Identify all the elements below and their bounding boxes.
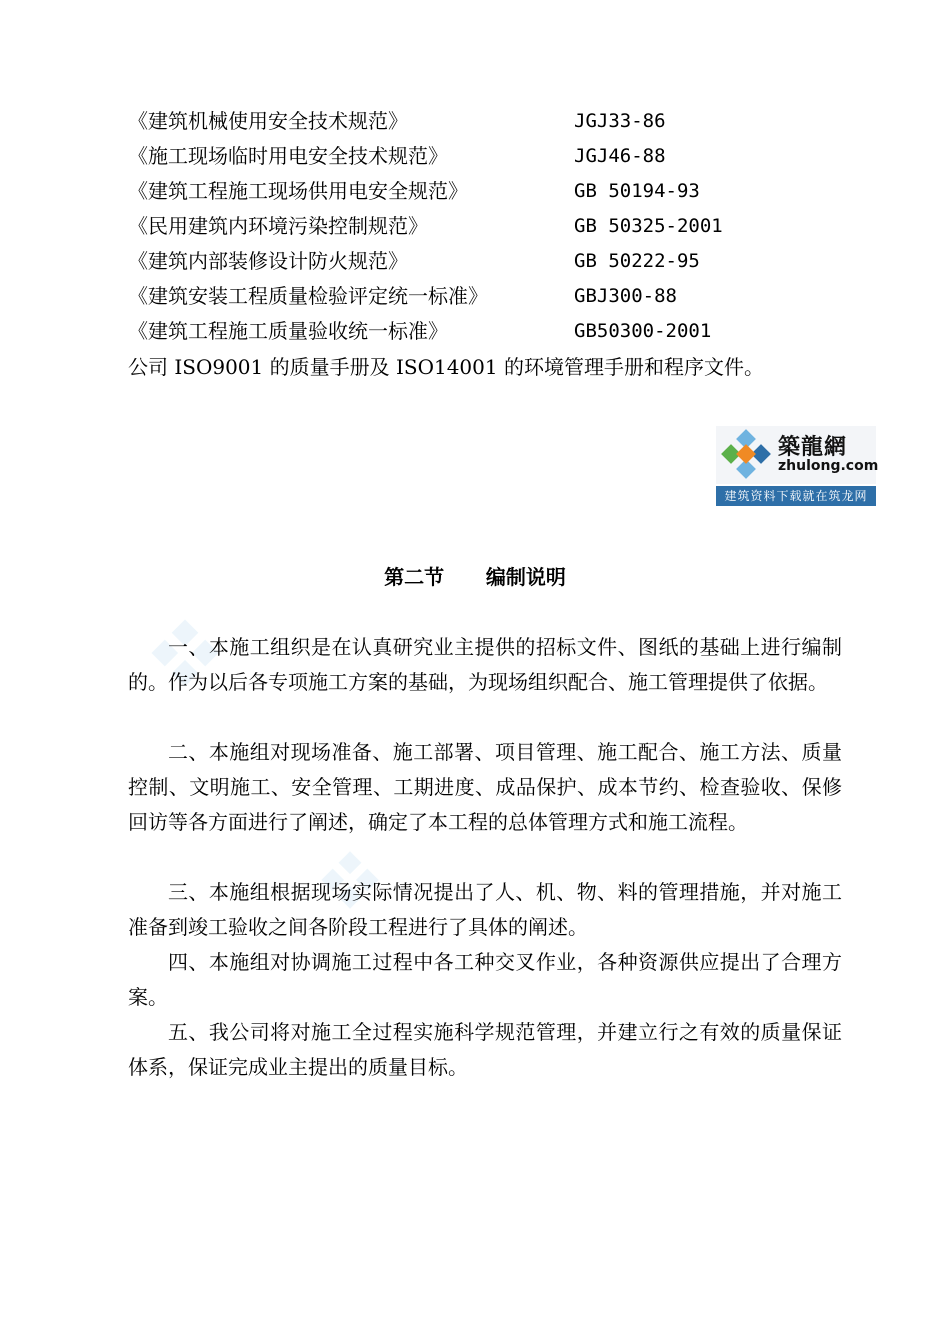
company-documents-line: 公司 ISO9001 的质量手册及 ISO14001 的环境管理手册和程序文件。 [128, 355, 764, 379]
standard-row [128, 104, 828, 139]
standard-title: 《民用建筑内环境污染控制规范》 [128, 214, 428, 238]
standard-row [128, 209, 828, 244]
standard-code: GB50300-2001 [574, 320, 712, 342]
standard-row [128, 314, 828, 349]
standard-code: GB 50222-95 [574, 250, 700, 272]
standard-title: 《施工现场临时用电安全技术规范》 [128, 144, 448, 168]
standard-row [128, 244, 828, 279]
standard-code: JGJ46-88 [574, 145, 666, 167]
standard-title: 《建筑内部装修设计防火规范》 [128, 249, 408, 273]
standard-row [128, 174, 828, 209]
logo-name-cn: 築龍網 [778, 434, 848, 460]
section-title: 第二节 编制说明 [384, 565, 566, 589]
standard-code: GB 50325-2001 [574, 215, 723, 237]
standard-code: GBJ300-88 [574, 285, 677, 307]
standard-title: 《建筑工程施工现场供用电安全规范》 [128, 179, 468, 203]
standard-title: 《建筑安装工程质量检验评定统一标准》 [128, 284, 488, 308]
paragraph: 三、本施组根据现场实际情况提出了人、机、物、料的管理措施，并对施工准备到竣工验收之间各阶段工程进行了具体的阐述。 [128, 880, 842, 939]
standard-row [128, 139, 828, 174]
standard-code: JGJ33-86 [574, 110, 666, 132]
paragraph: 二、本施组对现场准备、施工部署、项目管理、施工配合、施工方法、质量控制、文明施工、安全管理、工期进度、成品保护、成本节约、检查验收、保修回访等各方面进行了阐述，确定了本工程的总体管理方式和施工流程。 [128, 740, 842, 834]
paragraph: 五、我公司将对施工全过程实施科学规范管理，并建立行之有效的质量保证体系，保证完成业主提出的质量目标。 [128, 1020, 842, 1079]
paragraph: 四、本施组对协调施工过程中各工种交叉作业，各种资源供应提出了合理方案。 [128, 950, 842, 1009]
zhulong-logo [716, 426, 879, 506]
standard-title: 《建筑工程施工质量验收统一标准》 [128, 319, 448, 343]
standards-list [128, 104, 828, 349]
logo-domain: zhulong.com [778, 458, 879, 474]
paragraph: 一、本施工组织是在认真研究业主提供的招标文件、图纸的基础上进行编制的。作为以后各专项施工方案的基础，为现场组织配合、施工管理提供了依据。 [128, 635, 842, 694]
logo-header [716, 426, 879, 484]
standard-title: 《建筑机械使用安全技术规范》 [128, 109, 408, 133]
standard-row [128, 279, 828, 314]
logo-slogan: 建筑资料下载就在筑龙网 [716, 486, 876, 506]
standard-code: GB 50194-93 [574, 180, 700, 202]
zhulong-diamond-icon [720, 428, 772, 480]
